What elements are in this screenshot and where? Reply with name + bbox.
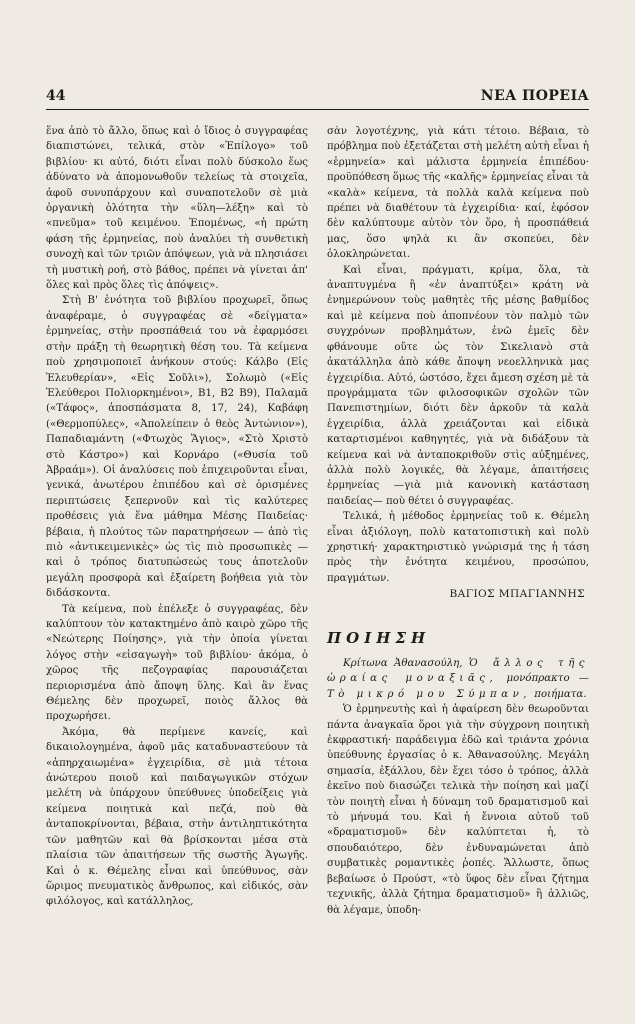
paragraph: Τελικά, ἡ μέθοδος ἑρμηνείας τοῦ κ. Θέμελη εἶναι ἀξιόλογη, πολὺ κατατοπιστικὴ καὶ πολὺ χρηστική· χαρακτηριστικὸ γνώρισμά της ἡ τάση πρὸς τὴν ἑνότητα κειμένου, προσώπου, πραγμάτων.: [327, 511, 589, 584]
journal-title: ΝΕΑ ΠΟΡΕΙΑ: [480, 88, 589, 104]
page-header: [46, 88, 589, 108]
page-number: 44: [46, 88, 66, 104]
paragraph: Ἀκόμα, θὰ περίμενε κανείς, καὶ δικαιολογημένα, ἀφοῦ μᾶς καταδυναστεύουν τὰ «ἀπηρχαιωμένα» ἐγχειρίδια, σὲ μιὰ τέτοια ἀνώτερου ποιοῦ καὶ παιδαγωγικῶν στόχων μελέτη νὰ ὑπάρχουν ὑπεύθυνες ὑποδείξεις γιὰ κείμενα ποιητικὰ καὶ πεζά, ποὺ θὰ ἀνταποκρίνονται, βέβαια, στὴν ἀντιληπτικότητα τῶν μαθητῶν καὶ θὰ βρίσκονται μέσα στὰ πλαίσια τῶν ἀπαιτήσεων τῆς σωστῆς Ἀγωγῆς. Καὶ ὁ κ. Θέμελης εἶναι καὶ ὑπεύθυνος, σὰν ὥριμος πνευματικὸς ἄνθρωπος, καὶ εἰδικός, σὰν φιλόλογος, καὶ κατάλληλος,: [46, 726, 308, 908]
right-column: [327, 124, 589, 918]
paragraph: Καὶ εἶναι, πράγματι, κρίμα, ὅλα, τὰ ἀναπτυγμένα ἢ «ἐν ἀναπτύξει» κράτη νὰ ἐνημερώνουν τοὺς μαθητὲς τῆς μέσης βαθμίδος καὶ μὲ κείμενα ποὺ ἀποπνέουν τὸν παλμὸ τῶν συγχρόνων προβλημάτων, ἐνῶ ἐμεῖς δὲν φθάνουμε οὔτε ὡς τὸν Σικελιανὸ στὰ ἀκατάλληλα ἀπὸ κάθε ἄποψη νεοελληνικὰ μας ἐγχειρίδια. Αὐτό, ὡστόσο, ἔχει ἄμεση σχέση μὲ τὰ προγράμματα τῶν φιλοσοφικῶν σχολῶν τῶν Πανεπιστημίων, διότι δὲν ἀρκοῦν τὰ καλὰ ἐγχειρίδια, ἀλλὰ χρειάζονται καὶ εἰδικὰ καταρτισμένοι καθηγητές, γιὰ νὰ διδάξουν τὰ κείμενα καὶ νὰ ἀνταποκριθοῦν στὶς αὐξημένες, ἀλλὰ πολὺ λογικές, θὰ λέγαμε, ἀπαιτήσεις ἑρμηνείας —γιὰ μιὰ κανονικὴ κατάσταση παιδείας— ποὺ θέτει ὁ συγγραφέας.: [327, 264, 589, 507]
section-title: ΠΟΙΗΣΗ: [327, 628, 431, 647]
paragraph: σὰν λογοτέχνης, γιὰ κάτι τέτοιο. Βέβαια, τὸ πρόβλημα ποὺ ἐξετάζεται στὴ μελέτη αὐτὴ εἶναι ἡ «ἑρμηνεία» καὶ μάλιστα ἑρμηνεία ἐπιπέδου· προϋπόθεση ὅμως τῆς «καλῆς» ἑρμηνείας εἶναι τὰ «καλὰ» κείμενα, τὰ πολλὰ καλὰ κείμενα ποὺ πρέπει νὰ διαθέτουν τὰ ἐγχειρίδια· καί, ἐφόσον δὲν καλύπτουμε αὐτὸν τὸν ὅρο, ἡ προσπάθειά μας, ὅσο ψηλὰ κι ἂν σκοπεύει, δὲν ὁλοκληρώνεται.: [327, 126, 589, 261]
review-work-title-2: Τὸ μικρό μου Σύμπαν,: [327, 688, 532, 700]
author-signature: ΒΑΓΙΟΣ ΜΠΑΓΙΑΝΝΗΣ: [449, 588, 585, 601]
review-work-genre-2: ποιήματα.: [531, 688, 587, 700]
review-author: Κρίτωνα Ἀθανασούλη,: [343, 658, 469, 669]
review-work-genre-1: μονόπρακτο —: [497, 673, 589, 685]
paragraph: ἕνα ἀπὸ τὸ ἄλλο, ὅπως καὶ ὁ ἴδιος ὁ συγγραφέας διαπιστώνει, τελικά, στὸν «Ἐπίλογο» τοῦ βιβλίου· κι αὐτό, διότι εἶναι πολὺ δύσκολο ἕως ἀδύνατο νὰ ἀπομονωθοῦν τελείως τὰ στοιχεῖα, ἀφοῦ συνυπάρχουν καὶ συναποτελοῦν σὲ μιὰ ὀργανικὴ ὁλότητα τὴν «ὕλη—λέξη» καὶ τὸ «πνεῦμα» τοῦ κειμένου. Ἑπομένως, «ἡ πρώτη φάση τῆς ἑρμηνείας, ποὺ ἀναλύει τὴ συνθετικὴ συνοχὴ καὶ τῶν τριῶν ἀπόψεων, γιὰ νὰ πλησιάσει τὴ μυστικὴ ροή, στὸ βάθος, πρέπει νὰ γίνεται ἀπ' ὅλες καὶ πρὸς ὅλες τὶς ἀπόψεις».: [46, 126, 308, 292]
header-rule: [46, 109, 589, 110]
paragraph: Ὁ ἑρμηνευτὴς καὶ ἡ ἀφαίρεση δὲν θεωροῦνται πάντα ἀναγκαῖα ὅροι γιὰ τὴν σύγχρονη ποιητικὴ ἐκφραστική· παράδειγμα ἐδῶ καὶ τριάντα χρόνια ὑπεύθυνης ἐργασίας ὁ κ. Ἀθανασούλης. Μεγάλη σημασία, ἐξάλλου, δὲν ἔχει τόσο ὁ τρόπος, ἀλλὰ ἐκεῖνο ποὺ διασώζει τελικὰ τὴν ποίηση καὶ μαζί τὸν ποιητὴ εἶναι ἡ δύναμη τοῦ δραματισμοῦ καὶ τὸ μήνυμά του. Καὶ ἡ ἔννοια αὐτοῦ τοῦ «δραματισμοῦ» δὲν καλύπτεται ἡ, τὸ σπουδαιότερο, δὲν ἐνδυναμώνεται ἀπὸ συμβατικὲς ρομαντικὲς ῥοπές. Ἄλλωστε, ὅπως βεβαίωσε ὁ Προύστ, «τὸ ὕφος δὲν εἶναι ζήτημα τεχνικῆς, ἀλλὰ ζήτημα δραματισμοῦ» ἢ ἀλλιῶς, θὰ λέγαμε, ὑποδη-: [327, 704, 589, 916]
left-column: [46, 124, 308, 910]
paragraph: Τὰ κείμενα, ποὺ ἐπέλεξε ὁ συγγραφέας, δὲν καλύπτουν τὸν κατακτημένο ἀπὸ καιρὸ χῶρο τῆς «Νεώτερης Ποίησης», γιὰ τὴν ὁποία γίνεται λόγος στὴν «εἰσαγωγὴ» τοῦ βιβλίου· ἀκόμα, ὁ χῶρος τῆς πεζογραφίας παρουσιάζεται περιορισμένα ἀπὸ ἄποψη ὕλης. Καὶ ἂν ἕνας Θέμελης δὲν προχωρεῖ, ποιὸς ἄλλος θὰ προχωρήσει.: [46, 603, 308, 723]
review-work-title-1: Ὁ ἄλλος τῆς ὡραίας μοναξιᾶς,: [327, 658, 590, 685]
paragraph: Στὴ Β' ἑνότητα τοῦ βιβλίου προχωρεῖ, ὅπως ἀναφέραμε, ὁ συγγραφέας σὲ «δείγματα» ἑρμηνείας, στὴν προσπάθειά του νὰ ἐφαρμόσει στὴν πράξη τὴ θεωρητικὴ θέση του. Τὰ κείμενα ποὺ χρησιμοποιεῖ ἀνήκουν στούς: Κάλβο (Εἰς Ἐλευθερίαν», «Εἰς Σοῦλι»), Σολωμὸ («Εἰς Ἐλεύθεροι Πολιορκημένοι», Β1, Β2 Β9), Παλαμᾶ («Τάφος», ἀποσπάσματα 8, 17, 24), Καβάφη («Θερμοπύλες», «Ἀπολείπειν ὁ θεὸς Ἀντώνιον»), Παπαδιαμάντη («Φτωχὸς Ἅγιος», «Στὸ Χριστὸ στὸ Κάστρο») καὶ Κορνάρο («Θυσία τοῦ Ἀβραάμ»). Οἱ ἀναλύσεις ποὺ ἐπιχειροῦνται εἶναι, γενικά, ἀνωτέρου ἐπιπέδου καὶ σὲ ὁρισμένες περιπτώσεις ξεπερνοῦν καὶ τὶς καλύτερες προθέσεις γιὰ ἕνα μάθημα Μέσης Παιδείας· βέβαια, ἡ πλούτος τῶν παρατηρήσεων — ἀπὸ τὶς πιὸ «ἀντικειμενικὲς» ὡς τὶς πιὸ προσωπικὲς — καὶ ὁ τρόπος διατυπώσεώς τους ἀποτελοῦν μεγάλη προσφορὰ καὶ ἐξαίρετη βοήθεια γιὰ τὸν διδάσκοντα.: [46, 295, 308, 600]
review-heading: [327, 656, 589, 702]
